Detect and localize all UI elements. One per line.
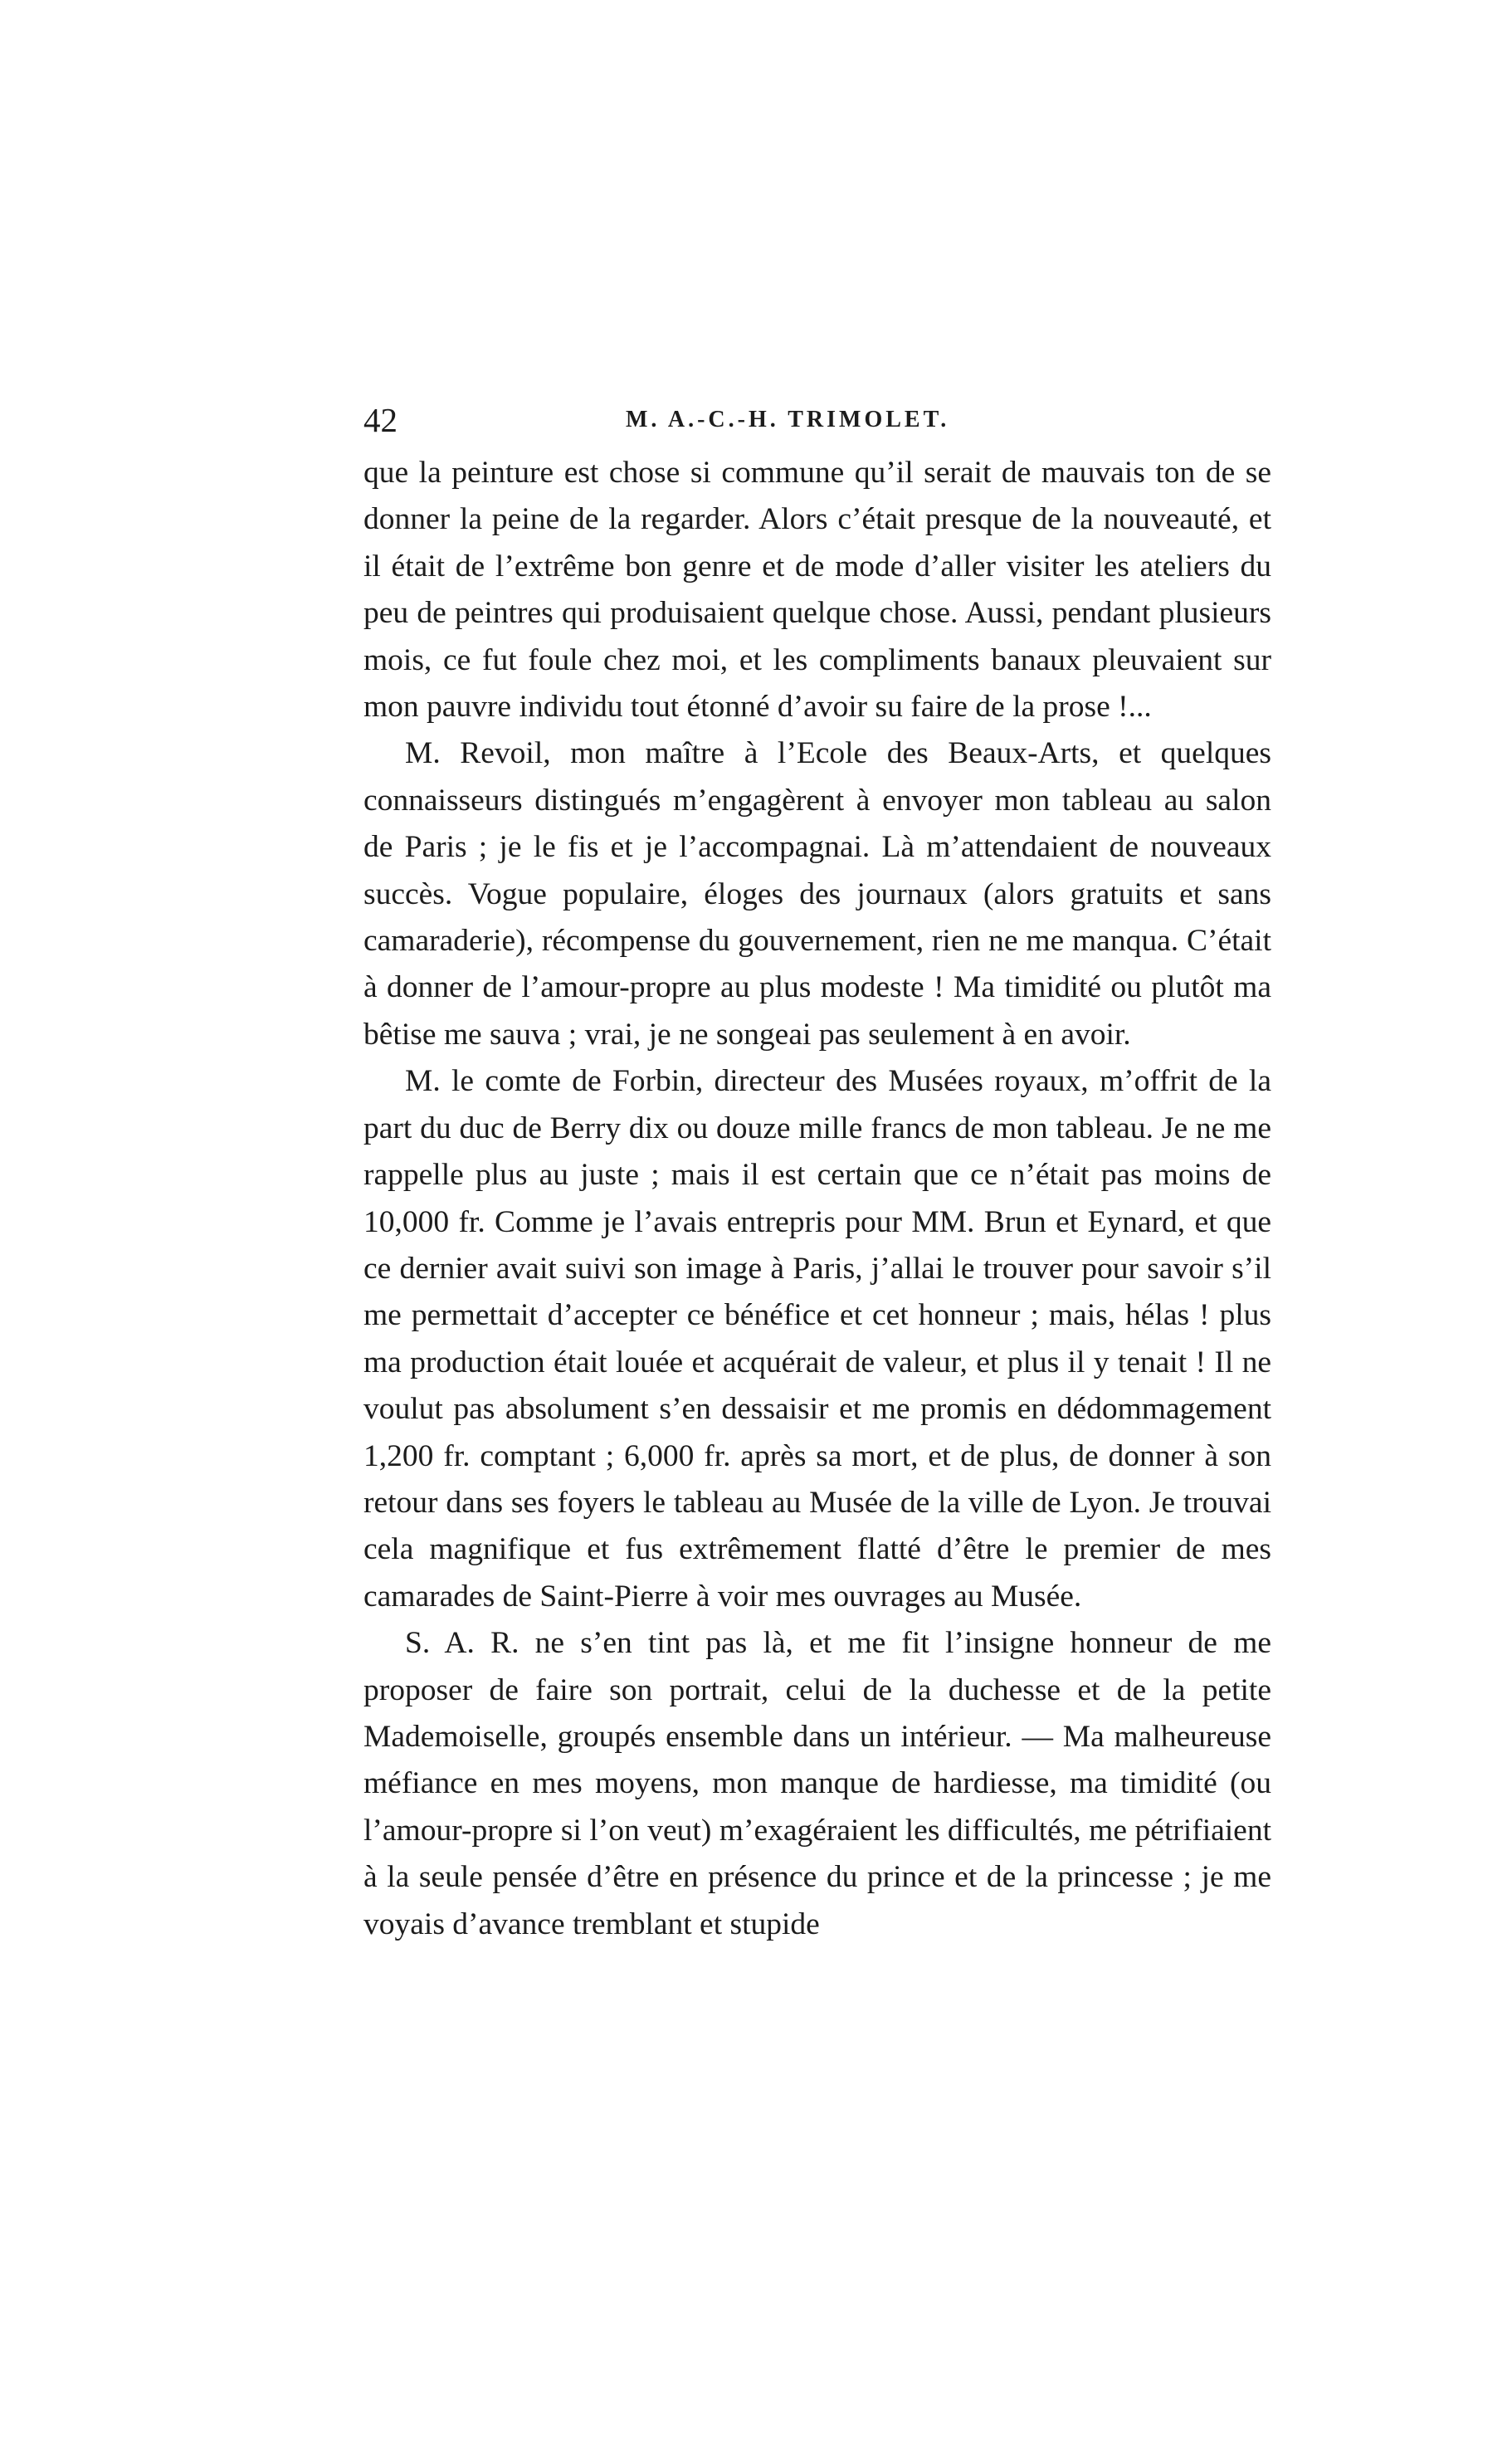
paragraph-continued: que la peinture est chose si commune qu’il serait de mauvais ton de se donner la peine de la regarder. Alors c’était presque de la nouveauté, et il était de l’extrême bon genre et de mode d’aller visiter les ateliers du peu de peintres qui produisaient quelque chose. Aussi, pendant plusieurs mois, ce fut foule chez moi, et les compliments banaux pleuvaient sur mon pauvre individu tout étonné d’avoir su faire de la prose !... xyxy=(363,456,1271,725)
paragraph: S. A. R. ne s’en tint pas là, et me fit l’insigne honneur de me proposer de faire son portrait, celui de la duchesse et de la petite Mademoiselle, groupés ensemble dans un intérieur. — Ma malheureuse méfiance en mes moyens, mon manque de hardiesse, ma timidité (ou l’amour-propre si l’on veut) m’exagéraient les difficultés, me pétrifiaient à la seule pensée d’être en présence du prince et de la princesse ; je me voyais d’avance tremblant et stupide xyxy=(363,1626,1271,1941)
running-head: M. A.-C.-H. TRIMOLET. xyxy=(626,407,950,432)
paragraph: M. le comte de Forbin, directeur des Musées royaux, m’offrit de la part du duc de Berry dix ou douze mille francs de mon tableau. Je ne me rappelle plus au juste ; mais il est certain que ce n’était pas moins de 10,000 fr. Comme je l’avais entrepris pour MM. Brun et Eynard, et que ce dernier avait suivi son image à Paris, j’allai le trouver pour savoir s’il me permettait d’accepter ce bénéfice et cet honneur ; mais, hélas ! plus ma production était louée et acquérait de valeur, et plus il y tenait ! Il ne voulut pas absolument s’en dessaisir et me promis en dédommagement 1,200 fr. comptant ; 6,000 fr. après sa mort, et de plus, de donner à son retour dans ses foyers le tableau au Musée de la ville de Lyon. Je trouvai cela magnifique et fus extrêmement flatté d’être le premier de mes camarades de Saint-Pierre à voir mes ouvrages au Musée. xyxy=(363,1064,1271,1614)
page-number: 42 xyxy=(363,401,398,439)
text-body xyxy=(363,450,1271,1948)
paragraph: M. Revoil, mon maître à l’Ecole des Beaux-Arts, et quelques connaisseurs distingués m’engagèrent à envoyer mon tableau au salon de Paris ; je le fis et je l’accompagnai. Là m’attendaient de nouveaux succès. Vogue populaire, éloges des journaux (alors gratuits et sans camaraderie), récompense du gouvernement, rien ne me manqua. C’était à donner de l’amour-propre au plus modeste ! Ma timidité ou plutôt ma bêtise me sauva ; vrai, je ne songeai pas seulement à en avoir. xyxy=(363,736,1271,1052)
page-header xyxy=(363,397,1271,443)
